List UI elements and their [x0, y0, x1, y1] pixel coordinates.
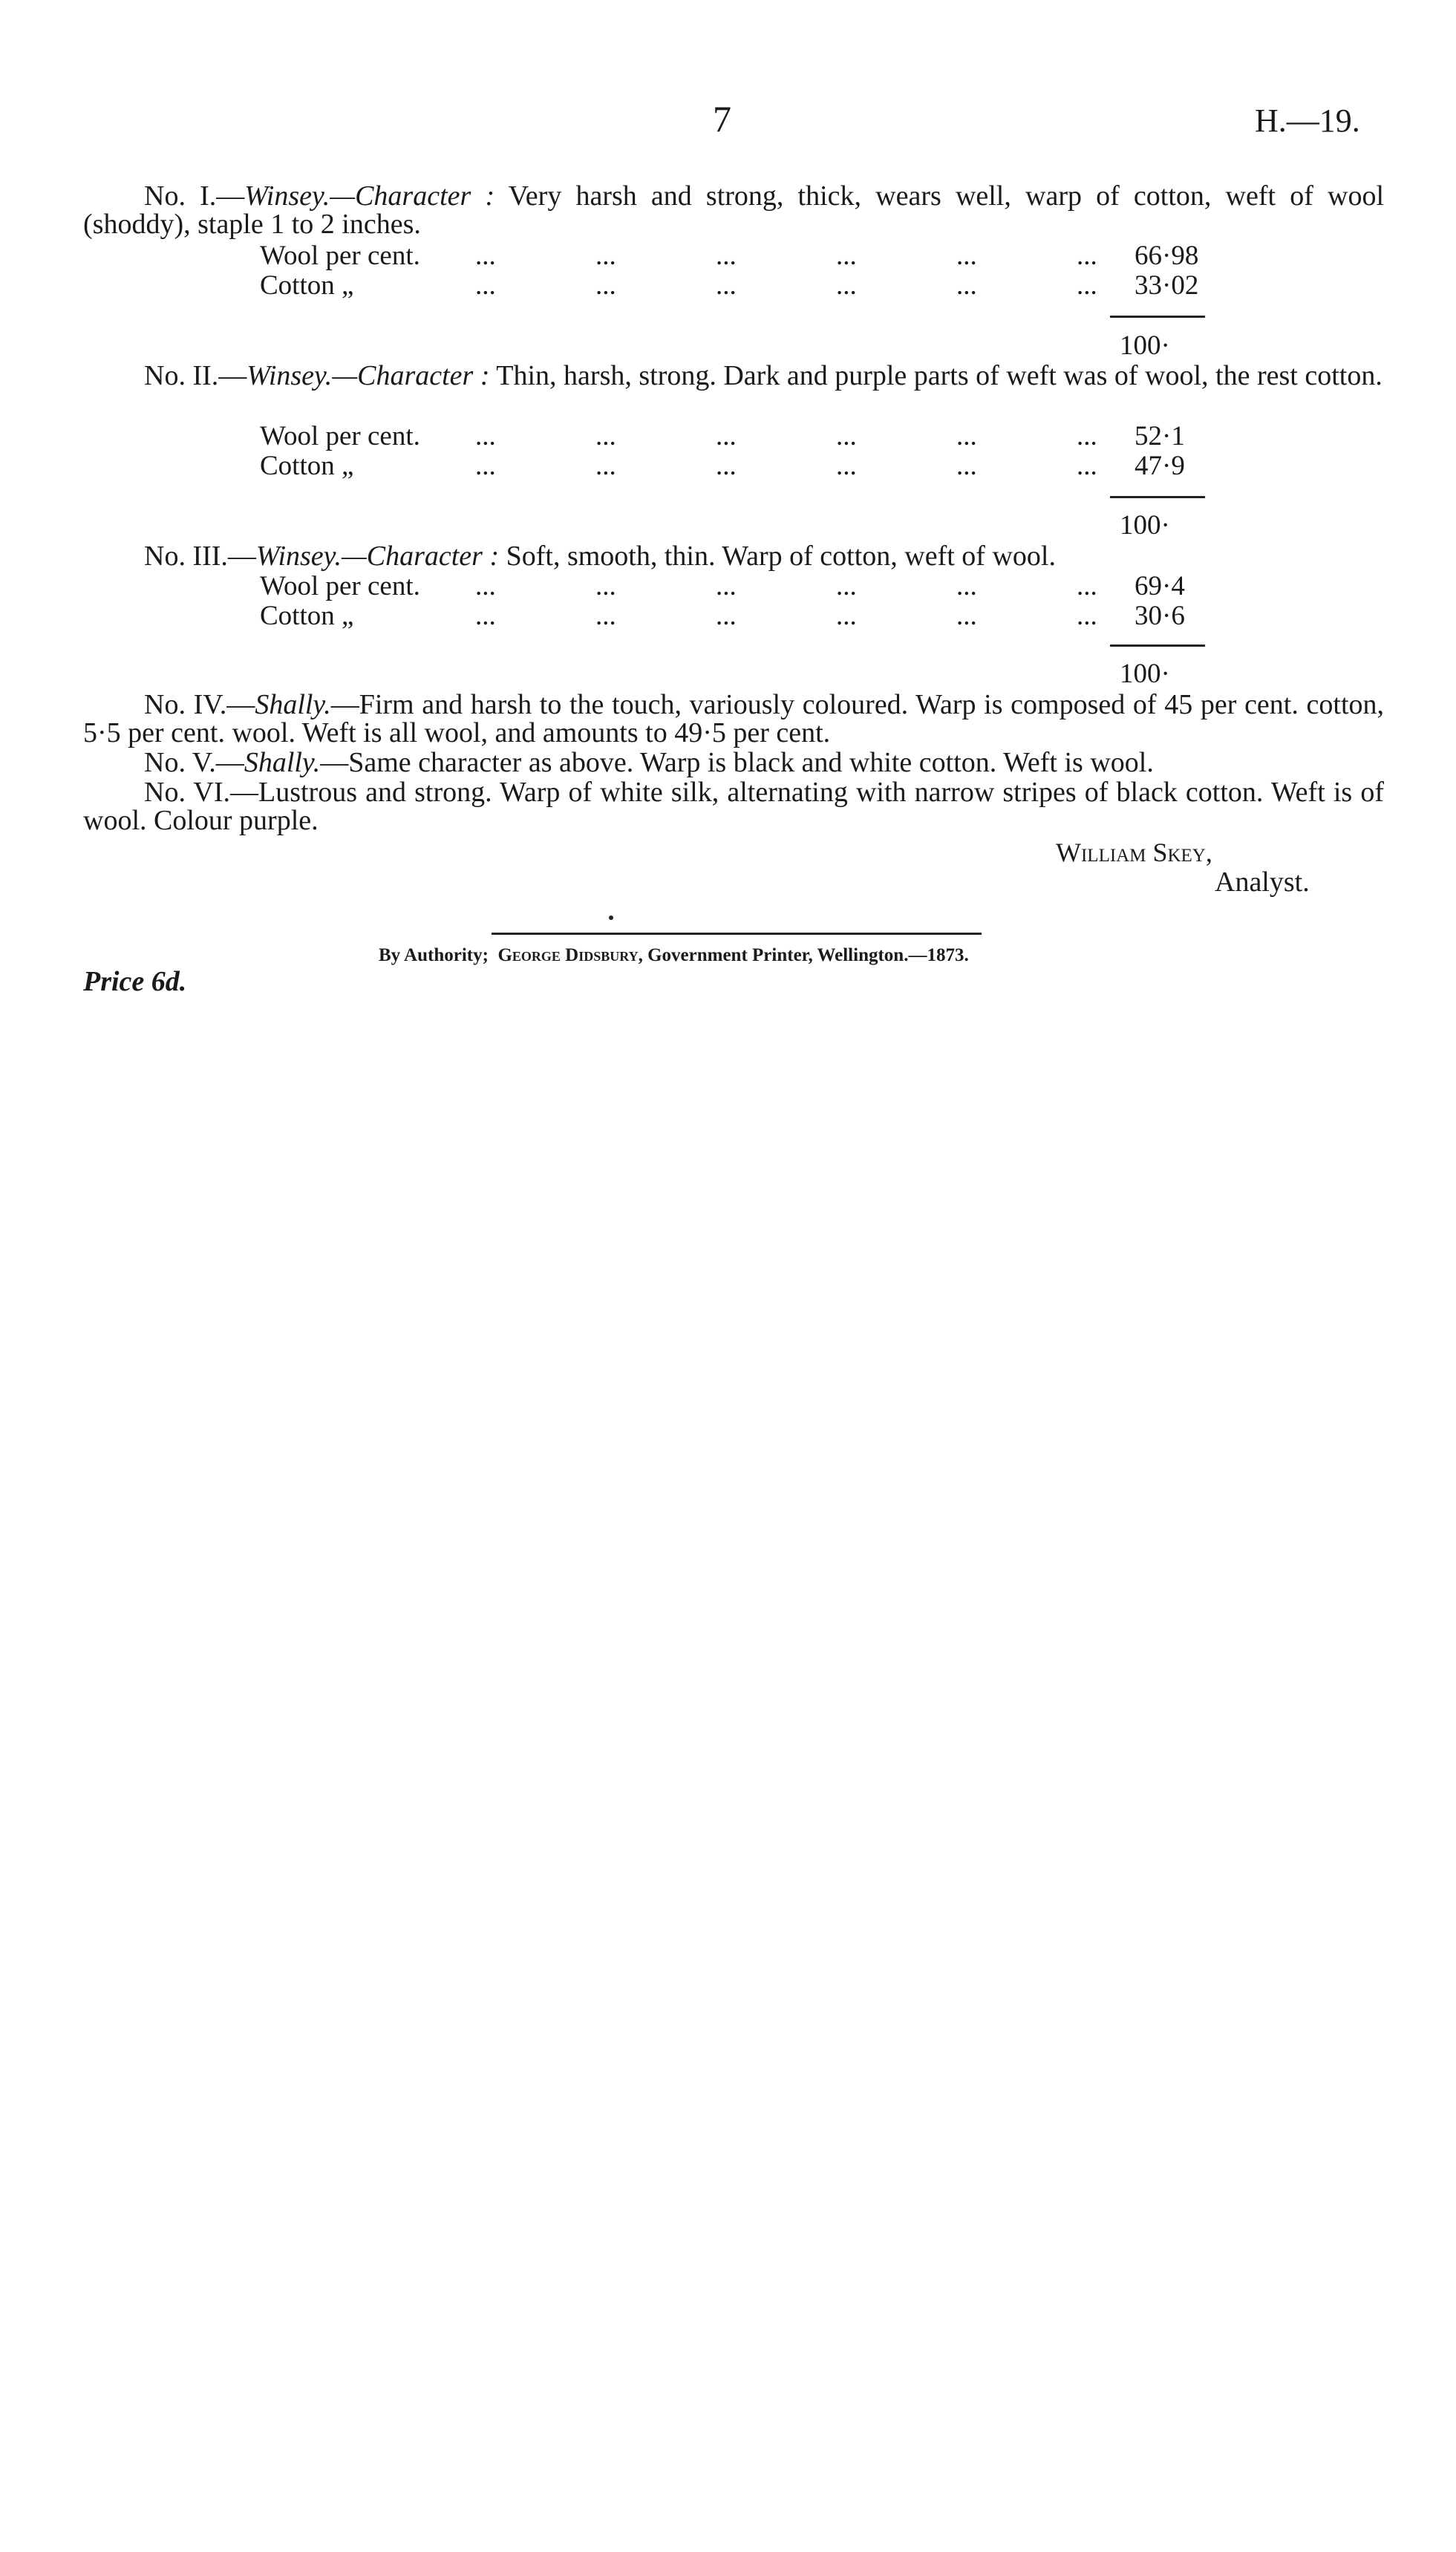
row-value: 52·1 — [1135, 421, 1185, 451]
row-label: Wool per cent. — [260, 421, 420, 451]
printer-credit — [379, 944, 969, 967]
row-value: 47·9 — [1135, 451, 1185, 481]
page-number: 7 — [713, 98, 731, 140]
note-number: No. V.— — [144, 747, 244, 778]
analysis-row: Wool per cent. ... ... ... ... ... ... 66·98 — [260, 241, 1199, 271]
analysis-row: Cotton „ ... ... ... ... ... ... 47·9 — [260, 451, 1185, 481]
row-label: Cotton „ — [260, 601, 354, 631]
signature-name: William Skey, — [1056, 838, 1212, 867]
row-label: Wool per cent. — [260, 571, 420, 601]
row-value: 33·02 — [1135, 270, 1199, 301]
total-value: 100· — [1120, 330, 1170, 361]
entry-number: No. III.— — [144, 541, 256, 572]
entry-paragraph — [83, 362, 1384, 390]
analysis-row: Cotton „ ... ... ... ... ... ... 30·6 — [260, 601, 1185, 631]
note-number: No. VI.— — [144, 777, 258, 808]
note-text: Lustrous and strong. Warp of white silk, alternating with narrow stripes of black cotton. Weft is of wool. Colour purple. — [83, 777, 1384, 836]
total-rule — [1110, 644, 1205, 647]
price-label: Price 6d. — [83, 966, 187, 997]
row-value: 66·98 — [1135, 241, 1199, 271]
row-label: Cotton „ — [260, 451, 354, 481]
total-rule — [1110, 496, 1205, 498]
entry-paragraph — [83, 182, 1384, 238]
note-paragraph — [83, 778, 1384, 835]
authority-text: By Authority; — [379, 945, 489, 965]
note-text: —Firm and harsh to the touch, variously coloured. Warp is composed of 45 per cent. cotton, 5·5 per cent. wool. Weft is all wool, and amounts to 49·5 per cent. — [83, 689, 1384, 748]
note-paragraph — [83, 748, 1384, 777]
printer-details: Government Printer, Wellington.—1873. — [642, 945, 969, 965]
document-reference: H.—19. — [1255, 102, 1360, 139]
analysis-row: Cotton „ ... ... ... ... ... ... 33·02 — [260, 270, 1199, 301]
note-number: No. IV.— — [144, 689, 255, 720]
entry-text: Soft, smooth, thin. Warp of cotton, weft of wool. — [499, 541, 1056, 572]
printer-name: George Didsbury, — [497, 945, 643, 965]
analysis-row: Wool per cent. ... ... ... ... ... ... 69·4 — [260, 571, 1185, 601]
row-value: 30·6 — [1135, 601, 1185, 631]
note-text: —Same character as above. Warp is black and white cotton. Weft is wool. — [320, 747, 1154, 778]
fabric-name: Winsey. — [255, 541, 342, 572]
entry-paragraph — [83, 542, 1384, 570]
footer-rule — [492, 933, 982, 935]
entry-number: No. II.— — [144, 360, 247, 391]
note-paragraph — [83, 691, 1384, 747]
fabric-name: Shally. — [244, 747, 321, 778]
character-label: —Character : — [330, 180, 495, 212]
entry-text: Very harsh and strong, thick, wears well, warp of cotton, weft of wool (shoddy), staple 1 to 2 inches. — [83, 180, 1384, 240]
row-label: Cotton „ — [260, 270, 354, 301]
total-value: 100· — [1120, 510, 1170, 541]
printer-mark — [609, 916, 613, 920]
entry-text: Thin, harsh, strong. Dark and purple parts of weft was of wool, the rest cotton. — [489, 360, 1382, 391]
signature-role: Analyst. — [1215, 867, 1310, 898]
fabric-name: Shally. — [255, 689, 331, 720]
fabric-name: Winsey. — [244, 180, 330, 212]
row-label: Wool per cent. — [260, 241, 420, 271]
analysis-row: Wool per cent. ... ... ... ... ... ... 52·1 — [260, 421, 1185, 451]
fabric-name: Winsey. — [247, 360, 333, 391]
total-value: 100· — [1120, 659, 1170, 689]
character-label: —Character : — [341, 541, 500, 572]
row-value: 69·4 — [1135, 571, 1185, 601]
total-rule — [1110, 316, 1205, 318]
character-label: —Character : — [332, 360, 490, 391]
entry-number: No. I.— — [144, 180, 245, 212]
